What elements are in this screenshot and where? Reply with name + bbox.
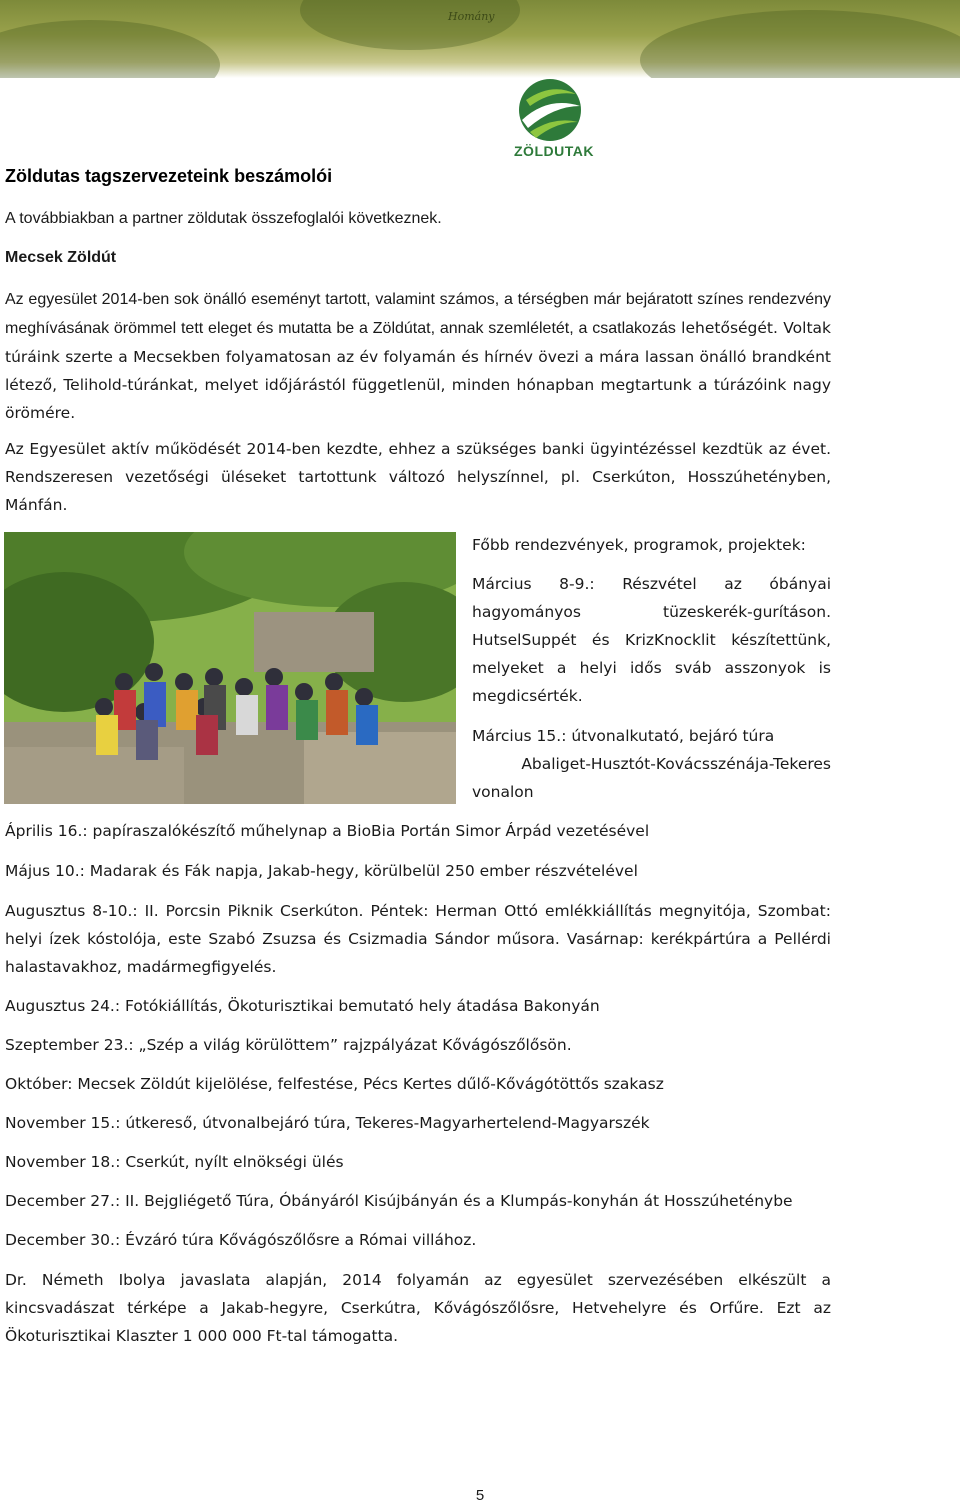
- group-photo-illustration: [4, 532, 456, 804]
- event-sep-23: Szeptember 23.: „Szép a világ körülöttem” rajzpályázat Kővágószőlősön.: [5, 1036, 572, 1054]
- event-nov-15: November 15.: útkereső, útvonalbejáró túra, Tekeres-Magyarhertelend-Magyarszék: [5, 1114, 650, 1132]
- event-may-10: Május 10.: Madarak és Fák napja, Jakab-hegy, körülbelül 250 ember részvételével: [5, 862, 638, 880]
- event-march-8-9: Március 8-9.: Részvétel az óbányai hagyományos tüzeskerék-gurításon. HutselSuppét és KrizKnocklit készítettünk, melyeket a helyi idős sváb asszonyok is megdicsérték.: [472, 575, 831, 705]
- paragraph-1-part-a: Az egyesület 2014-ben sok önálló eseményt tartott, valamint számos, a térségben már bejáratott színes rendezvény meghívásának örömmel tett eleget és mutatta be a Zöldútat, annak szemléletét, a csatlakozás: [5, 291, 831, 337]
- event-march-15-b: Abaliget-Husztót-Kovácsszénája-Tekeres: [521, 755, 831, 773]
- event-dec-27: December 27.: II. Bejgliégető Túra, Óbányáról Kisújbányán és a Klumpás-konyhán át Hosszúheténybe: [5, 1192, 793, 1210]
- group-photo: [4, 532, 456, 804]
- logo-text: ZÖLDUTAK: [514, 143, 594, 159]
- event-dec-30: December 30.: Évzáró túra Kővágószőlősre a Római villához.: [5, 1231, 477, 1249]
- intro-text: A továbbiakban a partner zöldutak összefoglalói következnek.: [5, 210, 442, 227]
- banner-hill: [300, 0, 520, 50]
- final-paragraph: Dr. Németh Ibolya javaslata alapján, 2014 folyamán az egyesület szervezésében elkészült a kincsvadászat térképe a Jakab-hegyre, Cserkútra, Kővágószőlősre, Hetvehelyre és Orfűre. Ezt az Ökoturisztikai Klaszter 1 000 000 Ft-tal támogatta.: [5, 1271, 831, 1345]
- event-april-16: Április 16.: papíraszalókészítő műhelynap a BioBia Portán Simor Árpád vezetésével: [5, 822, 650, 840]
- paragraph-2: Az Egyesület aktív működését 2014-ben kezdte, ehhez a szükséges banki ügyintézéssel kezdtük az évet. Rendszeresen vezetőségi üléseket tartottunk változó helyszínnel, pl. Cserkúton, Hosszúhetényben, Mánfán.: [5, 440, 831, 514]
- event-aug-8-10: Augusztus 8-10.: II. Porcsin Piknik Cserkúton. Péntek: Herman Ottó emlékkiállítás megnyitója, Szombat: helyi ízek kóstolója, este Szabó Zsuzsa és Csizmadia Sándor műsora. Vasárnap: kerékpártúra a Pellérdi halastavakhoz, madármegfigyelés.: [5, 902, 831, 976]
- page-number: 5: [475, 1487, 485, 1504]
- page-heading: Zöldutas tagszervezeteink beszámolói: [5, 166, 333, 186]
- event-march-15-c: vonalon: [472, 783, 534, 801]
- paragraph-1-part-b: lehetőségét. Voltak túráink szerte a Mecsekben folyamatosan az év folyamán és hírnév övezi a mára lassan önálló brandként létező, Telihold-túránkat, melyet időjárástól függetlenül, minden hónapban megtartunk a túrázóink nagy örömére.: [5, 319, 831, 422]
- event-nov-18: November 18.: Cserkút, nyílt elnökségi ülés: [5, 1153, 344, 1171]
- programs-title: Főbb rendezvények, programok, projektek:: [472, 536, 806, 554]
- event-oct: Október: Mecsek Zöldút kijelölése, felfestése, Pécs Kertes dűlő-Kővágótöttős szakasz: [5, 1075, 664, 1093]
- event-march-15-a: Március 15.: útvonalkutató, bejáró túra: [472, 727, 775, 745]
- paragraph-1: [5, 286, 831, 427]
- banner-hill: [0, 20, 220, 78]
- section-title: Mecsek Zöldút: [5, 249, 117, 266]
- banner-map-label: Homány: [448, 10, 495, 23]
- banner-hill: [640, 10, 960, 78]
- header-map-banner: [0, 0, 960, 78]
- event-aug-24: Augusztus 24.: Fotókiállítás, Ökoturisztikai bemutató hely átadása Bakonyán: [5, 997, 600, 1015]
